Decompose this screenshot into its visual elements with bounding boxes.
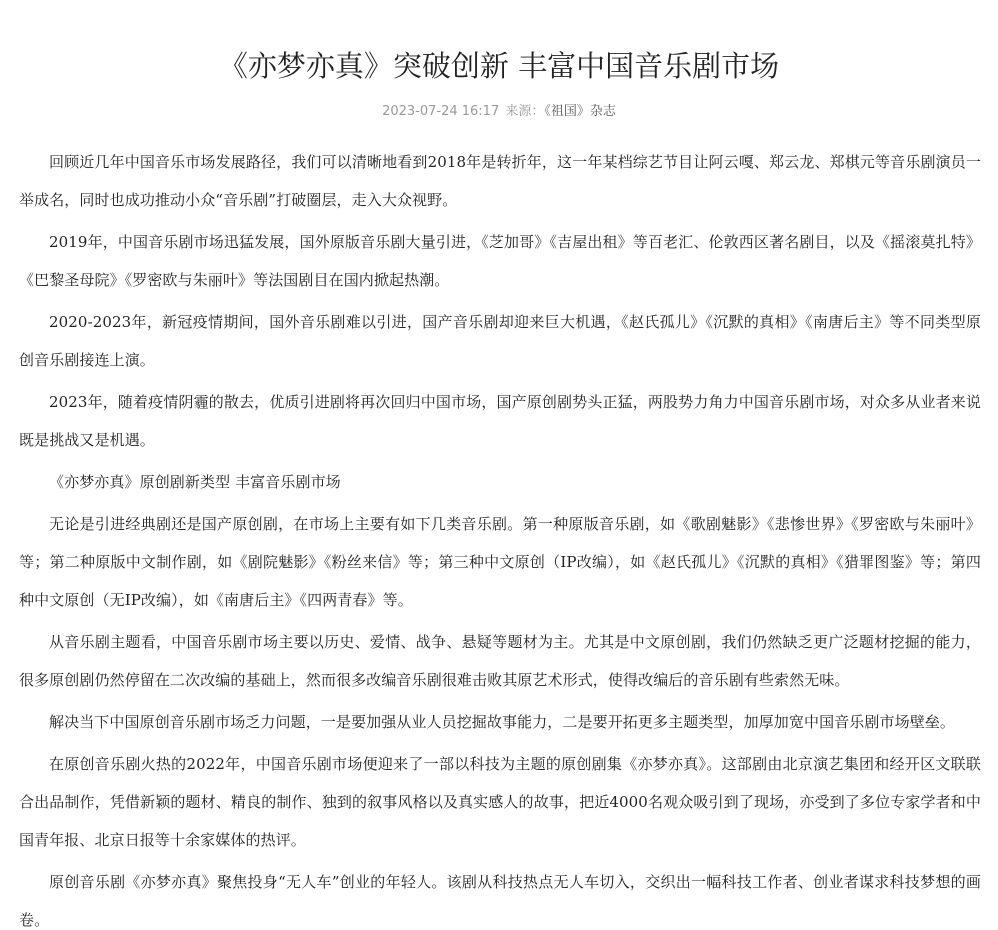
paragraph: 原创音乐剧《亦梦亦真》聚焦投身“无人车”创业的年轻人。该剧从科技热点无人车切入，交织出一幅科技工作者、创业者谋求科技梦想的画卷。 (19, 873, 981, 929)
source-label: 来源： (505, 104, 545, 119)
article-title: 《亦梦亦真》突破创新 丰富中国音乐剧市场 (218, 49, 780, 83)
paragraph: 在原创音乐剧火热的2022年，中国音乐剧市场便迎来了一部以科技为主题的原创剧集《亦梦亦真》。这部剧由北京演艺集团和经开区文联联合出品制作，凭借新颖的题材、精良的制作、独到的叙事风格以及真实感人的故事，把近4000名观众吸引到了现场，亦受到了多位专家学者和中国青年报、北京日报等十余家媒体的热评。 (19, 755, 981, 849)
paragraph: 解决当下中国原创音乐剧市场乏力问题，一是要加强从业人员挖掘故事能力，二是要开拓更多主题类型，加厚加宽中国音乐剧市场壁垒。 (49, 713, 956, 731)
paragraph: 2023年，随着疫情阴霾的散去，优质引进剧将再次回归中国市场，国产原创剧势头正猛，两股势力角力中国音乐剧市场，对众多从业者来说既是挑战又是机遇。 (19, 393, 981, 449)
paragraph: 无论是引进经典剧还是国产原创剧，在市场上主要有如下几类音乐剧。第一种原版音乐剧，如《歌剧魅影》《悲惨世界》《罗密欧与朱丽叶》等；第二种原版中文制作剧，如《剧院魅影》《粉丝来信》等；第三种中文原创（IP改编），如《赵氏孤儿》《沉默的真相》《猎罪图鉴》等；第四种中文原创（无IP改编），如《南唐后主》《四两青春》等。 (19, 515, 981, 609)
source-name[interactable]: 《祖国》杂志 (544, 104, 616, 119)
paragraph: 回顾近几年中国音乐市场发展路径，我们可以清晰地看到2018年是转折年，这一年某档综艺节目让阿云嘎、郑云龙、郑棋元等音乐剧演员一举成名，同时也成功推动小众“音乐剧”打破圈层，走入大众视野。 (19, 153, 981, 209)
paragraph: 2019年，中国音乐剧市场迅猛发展，国外原版音乐剧大量引进，《芝加哥》《吉屋出租》等百老汇、伦敦西区著名剧目，以及《摇滚莫扎特》《巴黎圣母院》《罗密欧与朱丽叶》等法国剧目在国内掀起热潮。 (19, 233, 981, 289)
section-subheading: 《亦梦亦真》原创剧新类型 丰富音乐剧市场 (49, 473, 341, 491)
paragraph: 2020-2023年，新冠疫情期间，国外音乐剧难以引进，国产音乐剧却迎来巨大机遇，《赵氏孤儿》《沉默的真相》《南唐后主》等不同类型原创音乐剧接连上演。 (19, 313, 981, 369)
publish-datetime: 2023-07-24 16:17 (382, 104, 500, 119)
paragraph: 从音乐剧主题看，中国音乐剧市场主要以历史、爱情、战争、悬疑等题材为主。尤其是中文原创剧，我们仍然缺乏更广泛题材挖掘的能力，很多原创剧仍然停留在二次改编的基础上，然而很多改编音乐剧很难击败其原艺术形式，使得改编后的音乐剧有些索然无味。 (19, 633, 981, 689)
article-body (19, 143, 981, 930)
article-meta (0, 101, 998, 123)
